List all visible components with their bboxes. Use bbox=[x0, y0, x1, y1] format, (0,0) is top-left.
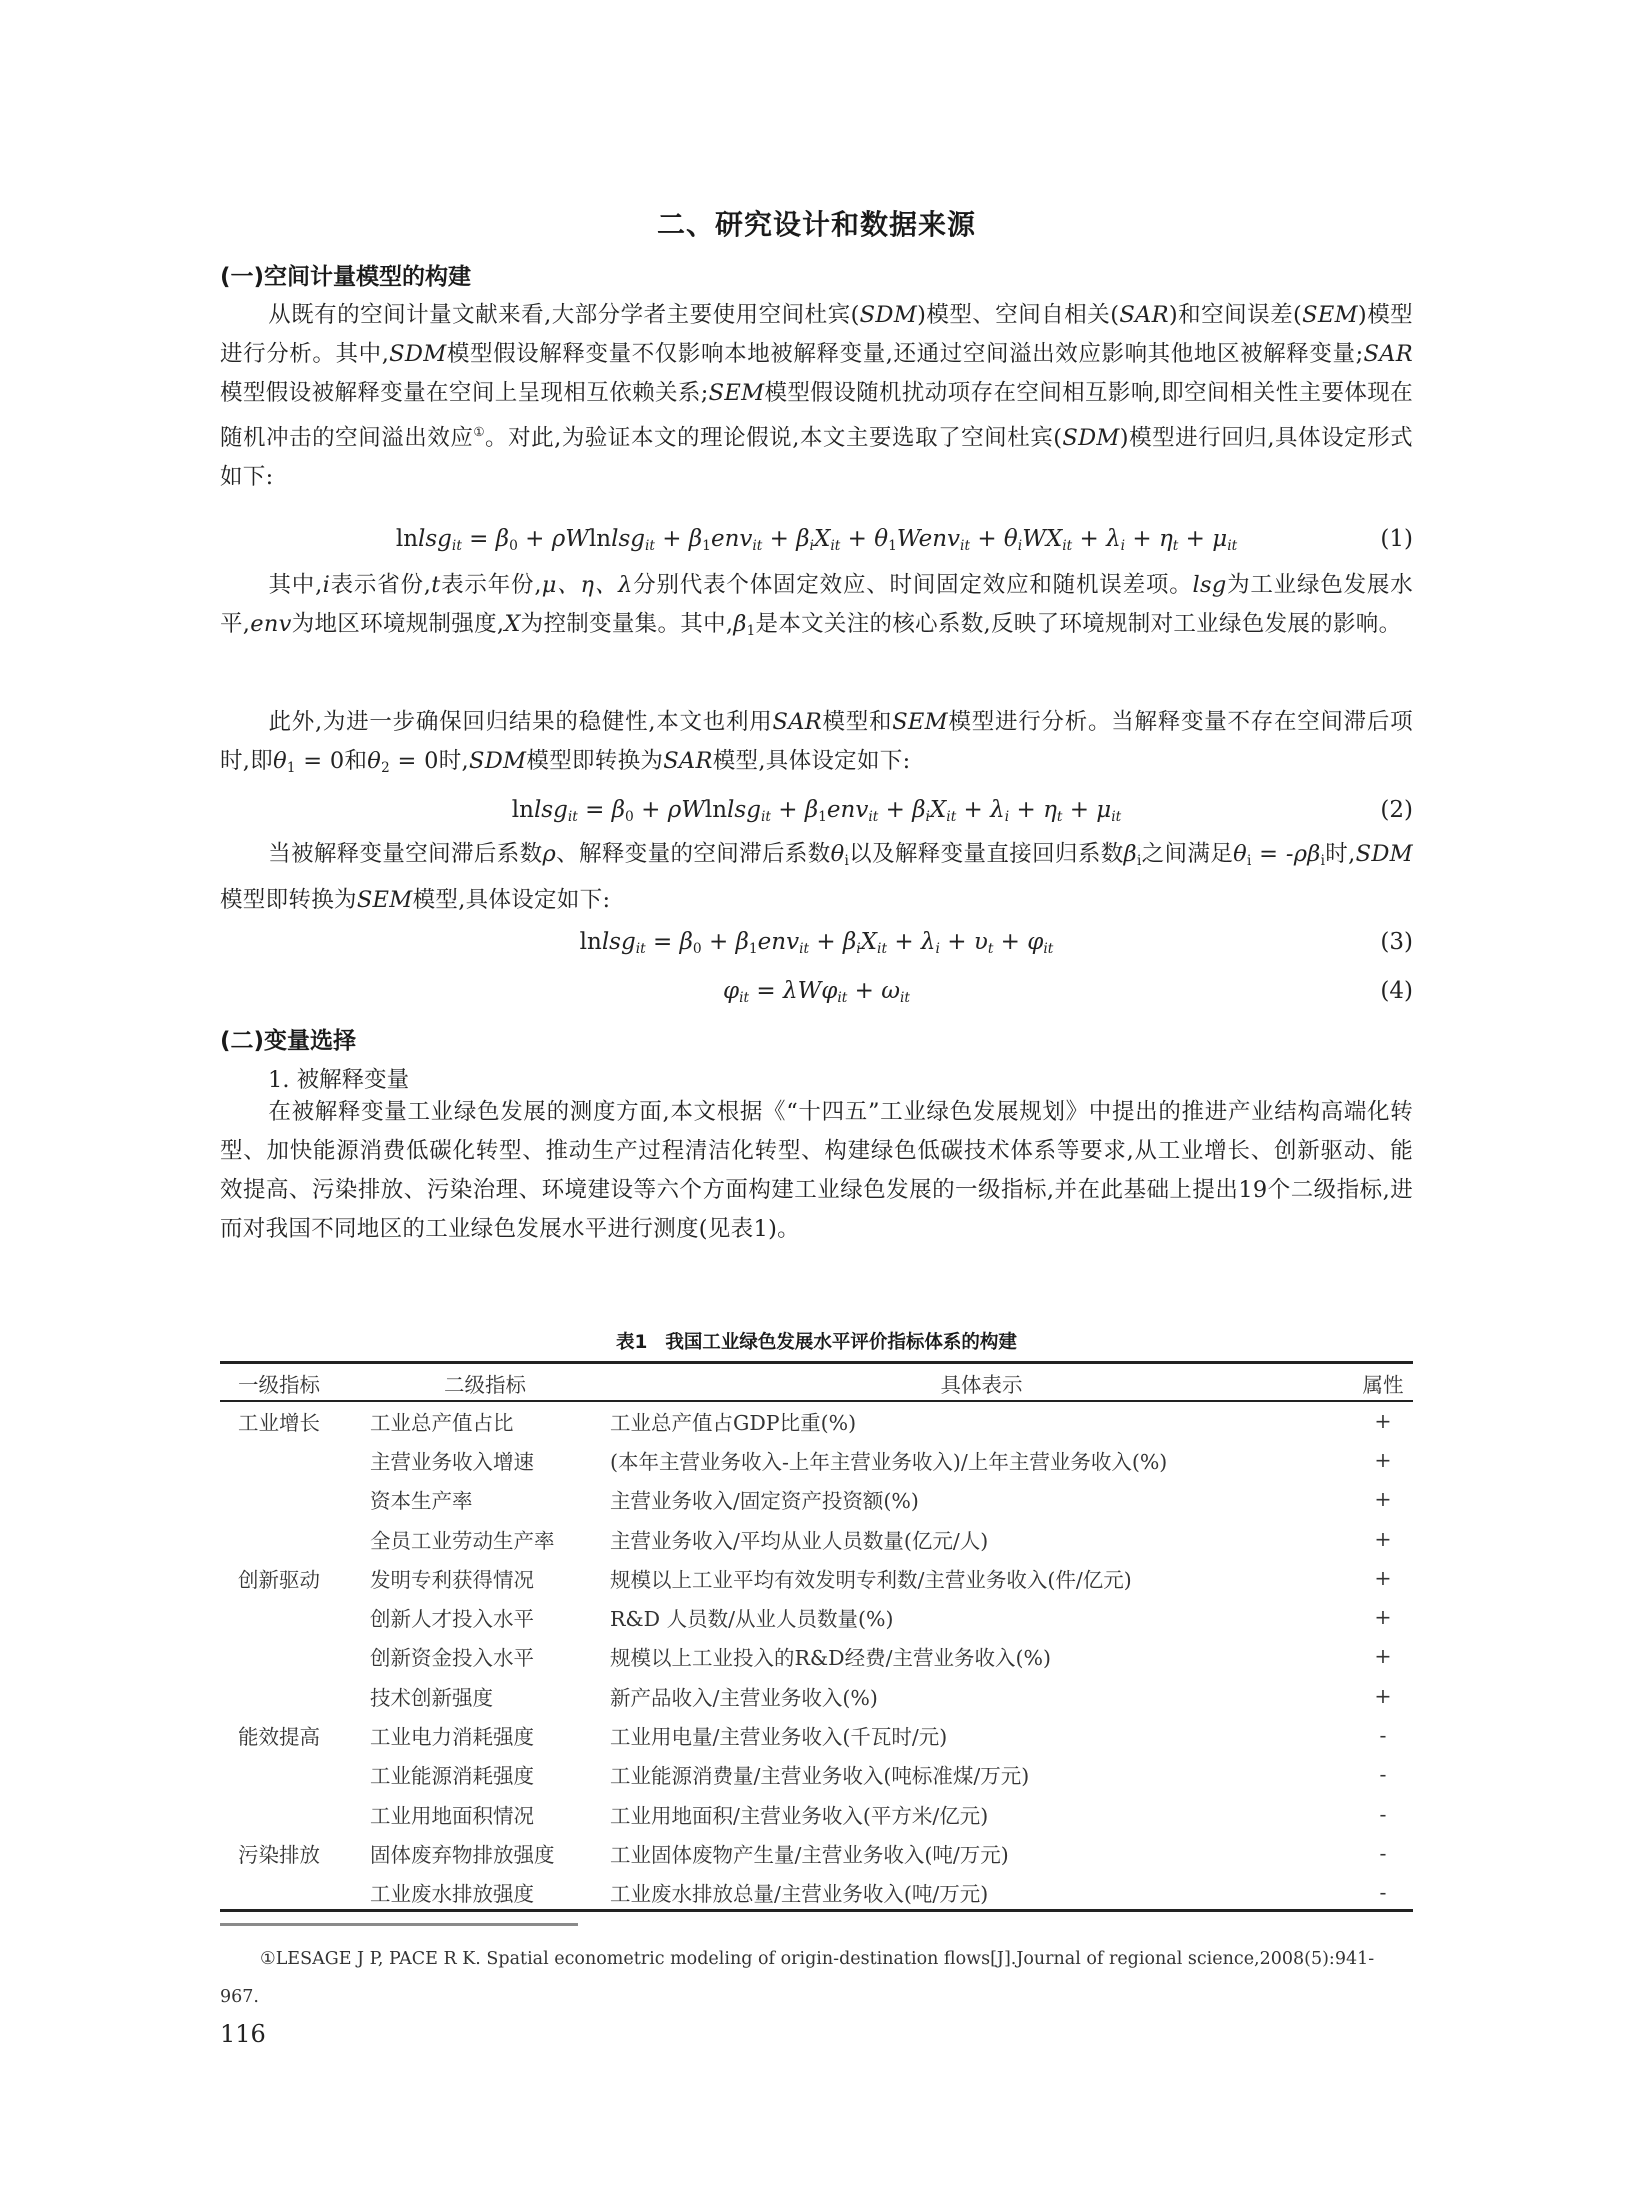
description-cell: 主营业务收入/平均从业人员数量(亿元/人) bbox=[610, 1528, 989, 1553]
description-cell: 工业总产值占GDP比重(%) bbox=[610, 1410, 857, 1435]
attribute-cell: - bbox=[1379, 1801, 1387, 1826]
attribute-cell: - bbox=[1379, 1840, 1387, 1865]
equation-4 bbox=[220, 978, 1413, 1014]
primary-indicator-cell bbox=[220, 1637, 360, 1676]
attribute-cell: + bbox=[1374, 1447, 1392, 1472]
table-bottom-rule bbox=[220, 1909, 1413, 1912]
description-cell: 规模以上工业平均有效发明专利数/主营业务收入(件/亿元) bbox=[610, 1567, 1132, 1592]
primary-indicator-cell bbox=[220, 1676, 360, 1715]
description-cell: R&D 人员数/从业人员数量(%) bbox=[610, 1607, 894, 1632]
primary-indicator-cell bbox=[220, 1597, 360, 1636]
description-cell: 工业能源消费量/主营业务收入(吨标准煤/万元) bbox=[610, 1764, 1030, 1789]
description-cell: 主营业务收入/固定资产投资额(%) bbox=[610, 1489, 919, 1514]
table-header-row bbox=[220, 1364, 1413, 1401]
primary-indicator-cell bbox=[220, 1873, 360, 1912]
equation-2 bbox=[220, 797, 1413, 833]
secondary-indicator-cell: 技术创新强度 bbox=[370, 1685, 493, 1710]
attribute-cell: + bbox=[1374, 1408, 1392, 1433]
primary-indicator-cell: 能效提高 bbox=[238, 1725, 320, 1750]
equation-4-body: $\varphi_{it} = \lambda W\varphi_{it} + \omega_{it}$ bbox=[723, 978, 910, 1006]
table-row bbox=[220, 1755, 1413, 1794]
header-primary-indicator: 一级指标 bbox=[238, 1372, 320, 1397]
description-cell: 工业固体废物产生量/主营业务收入(吨/万元) bbox=[610, 1842, 1009, 1867]
table-row bbox=[220, 1794, 1413, 1833]
table-row bbox=[220, 1715, 1413, 1754]
header-secondary-indicator: 二级指标 bbox=[444, 1372, 526, 1397]
equation-3 bbox=[220, 929, 1413, 965]
description-cell: 新产品收入/主营业务收入(%) bbox=[610, 1685, 878, 1710]
secondary-indicator-cell: 主营业务收入增速 bbox=[370, 1449, 534, 1474]
attribute-cell: + bbox=[1374, 1683, 1392, 1708]
primary-indicator-cell bbox=[220, 1440, 360, 1479]
table-title: 我国工业绿色发展水平评价指标体系的构建 bbox=[665, 1332, 1017, 1353]
secondary-indicator-cell: 创新人才投入水平 bbox=[370, 1607, 534, 1632]
table-row bbox=[220, 1637, 1413, 1676]
table-caption bbox=[220, 1328, 1413, 1354]
equation-1 bbox=[220, 526, 1413, 562]
table-body bbox=[220, 1401, 1413, 1912]
secondary-indicator-cell: 发明专利获得情况 bbox=[370, 1567, 534, 1592]
subsection-heading-variables: (二)变量选择 bbox=[220, 1028, 357, 1054]
description-cell: 工业废水排放总量/主营业务收入(吨/万元) bbox=[610, 1882, 989, 1907]
header-description: 具体表示 bbox=[940, 1372, 1023, 1397]
secondary-indicator-cell: 创新资金投入水平 bbox=[370, 1646, 534, 1671]
attribute-cell: - bbox=[1379, 1762, 1387, 1787]
header-attribute: 属性 bbox=[1362, 1372, 1404, 1397]
secondary-indicator-cell: 工业能源消耗强度 bbox=[370, 1764, 534, 1789]
equation-2-number: (2) bbox=[1380, 797, 1413, 823]
primary-indicator-cell: 创新驱动 bbox=[238, 1567, 320, 1592]
secondary-indicator-cell: 工业废水排放强度 bbox=[370, 1882, 534, 1907]
table-label: 表1 bbox=[616, 1332, 648, 1353]
description-cell: (本年主营业务收入-上年主营业务收入)/上年主营业务收入(%) bbox=[610, 1449, 1168, 1474]
paragraph-robustness: 此外,为进一步确保回归结果的稳健性,本文也利用SAR模型和SEM模型进行分析。当解释变量不存在空间滞后项时,即$\theta_1 = 0$和$\theta_2 = 0$时,SDM模型即转换为SAR模型,具体设定如下: bbox=[220, 709, 1413, 776]
table-row bbox=[220, 1440, 1413, 1479]
paragraph-models-intro: 从既有的空间计量文献来看,大部分学者主要使用空间杜宾(SDM)模型、空间自相关(SAR)和空间误差(SEM)模型进行分析。其中,SDM模型假设解释变量不仅影响本地被解释变量,还通过空间溢出效应影响其他地区被解释变量;SAR模型假设被解释变量在空间上呈现相互依赖关系;SEM模型假设随机扰动项存在空间相互影响,即空间相关性主要体现在随机冲击的空间溢出效应①。对此,为验证本文的理论假说,本文主要选取了空间杜宾(SDM)模型进行回归,具体设定形式如下: bbox=[220, 302, 1414, 490]
attribute-cell: - bbox=[1379, 1880, 1387, 1905]
primary-indicator-cell bbox=[220, 1755, 360, 1794]
footnote: ①LESAGE J P, PACE R K. Spatial econometric modeling of origin-destination flows[J].Journal of regional science,2008(5):941-967. bbox=[220, 1949, 1375, 2007]
equation-1-body: lnlsg$_{it}$ = $\beta_0$ + ρWlnlsg$_{it}$ + $\beta_1env_{it} + \beta_iX_{it}$ + $\theta_1Wenv_{it} + \theta_iWX_{it} + \lambda_i + \eta_t + \mu_{it}$ bbox=[395, 526, 1238, 554]
table-row bbox=[220, 1480, 1413, 1519]
equation-3-body: lnlsg$_{it}$ = $\beta_0 + \beta_1env_{it} + \beta_iX_{it} + \lambda_i + \upsilon_t + \varphi_{it}$ bbox=[579, 929, 1054, 957]
item-dependent-variable: 1. 被解释变量 bbox=[268, 1067, 410, 1093]
footnote-separator bbox=[220, 1923, 578, 1926]
equation-4-number: (4) bbox=[1380, 978, 1413, 1004]
attribute-cell: + bbox=[1374, 1526, 1392, 1551]
secondary-indicator-cell: 工业用地面积情况 bbox=[370, 1803, 534, 1828]
primary-indicator-cell bbox=[220, 1794, 360, 1833]
paragraph-sem-condition: 当被解释变量空间滞后系数ρ、解释变量的空间滞后系数$\theta_i$以及解释变量直接回归系数$\beta_i$之间满足$\theta_i = -\rho\beta_i$时,SDM模型即转换为SEM模型,具体设定如下: bbox=[220, 841, 1414, 913]
table-row bbox=[220, 1519, 1413, 1558]
secondary-indicator-cell: 工业总产值占比 bbox=[370, 1410, 514, 1435]
description-cell: 规模以上工业投入的R&D经费/主营业务收入(%) bbox=[610, 1646, 1051, 1671]
primary-indicator-cell: 工业增长 bbox=[238, 1410, 320, 1435]
page-number: 116 bbox=[220, 2020, 266, 2048]
attribute-cell: + bbox=[1374, 1565, 1392, 1590]
equation-3-number: (3) bbox=[1380, 929, 1413, 955]
subsection-heading-model: (一)空间计量模型的构建 bbox=[220, 264, 472, 290]
secondary-indicator-cell: 资本生产率 bbox=[370, 1489, 473, 1514]
attribute-cell: + bbox=[1374, 1487, 1392, 1512]
table-header-rule bbox=[220, 1400, 1413, 1402]
secondary-indicator-cell: 工业电力消耗强度 bbox=[370, 1725, 534, 1750]
table-row bbox=[220, 1401, 1413, 1440]
primary-indicator-cell bbox=[220, 1480, 360, 1519]
paragraph-variable-definitions: 其中,i表示省份,t表示年份,μ、η、λ分别代表个体固定效应、时间固定效应和随机误差项。lsg为工业绿色发展水平,env为地区环境规制强度,X为控制变量集。其中$,\beta_1$是本文关注的核心系数,反映了环境规制对工业绿色发展的影响。 bbox=[220, 572, 1414, 639]
equation-1-number: (1) bbox=[1380, 526, 1413, 552]
secondary-indicator-cell: 全员工业劳动生产率 bbox=[370, 1528, 555, 1553]
attribute-cell: - bbox=[1379, 1723, 1387, 1748]
equation-2-body: lnlsg$_{it}$ = $\beta_0$ + ρWlnlsg$_{it}$ + $\beta_1env_{it} + \beta_iX_{it} + \lambda_i + \eta_t + \mu_{it}$ bbox=[511, 797, 1122, 825]
paragraph-measurement: 在被解释变量工业绿色发展的测度方面,本文根据《“十四五”工业绿色发展规划》中提出的推进产业结构高端化转型、加快能源消费低碳化转型、推动生产过程清洁化转型、构建绿色低碳技术体系等要求,从工业增长、创新驱动、能效提高、污染排放、污染治理、环境建设等六个方面构建工业绿色发展的一级指标,并在此基础上提出19个二级指标,进而对我国不同地区的工业绿色发展水平进行测度(见表1)。 bbox=[220, 1099, 1413, 1242]
table-row bbox=[220, 1676, 1413, 1715]
description-cell: 工业用电量/主营业务收入(千瓦时/元) bbox=[610, 1725, 948, 1750]
indicator-table bbox=[220, 1364, 1413, 1912]
description-cell: 工业用地面积/主营业务收入(平方米/亿元) bbox=[610, 1803, 989, 1828]
footnote-ref[interactable]: ① bbox=[473, 425, 486, 439]
table-row bbox=[220, 1597, 1413, 1636]
table-row bbox=[220, 1833, 1413, 1872]
attribute-cell: + bbox=[1374, 1644, 1392, 1669]
table-row bbox=[220, 1558, 1413, 1597]
primary-indicator-cell: 污染排放 bbox=[238, 1842, 320, 1867]
table-row bbox=[220, 1873, 1413, 1912]
section-title: 二、研究设计和数据来源 bbox=[656, 208, 976, 241]
secondary-indicator-cell: 固体废弃物排放强度 bbox=[370, 1842, 555, 1867]
attribute-cell: + bbox=[1374, 1605, 1392, 1630]
primary-indicator-cell bbox=[220, 1519, 360, 1558]
